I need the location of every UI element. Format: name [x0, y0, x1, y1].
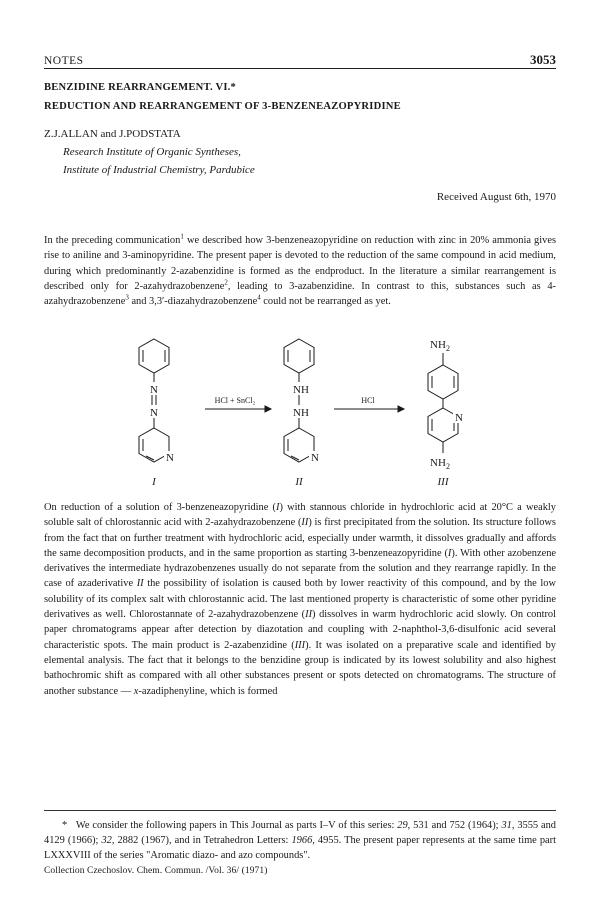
footnote: * We consider the following papers in This Journal as parts I–V of this series: 29, 531 and 752 (1964); 31, 3555 and 4129 (1966); 32, 2882 (1967), and in Tetrahedron Letters: 1966, 4955. The present paper represents at the same time part LXXXVIII of the series "Aromatic diazo- and azo compounds". — [44, 820, 556, 861]
received-date: Received August 6th, 1970 — [436, 191, 556, 203]
reagent-1: HCl + SnCl₂ — [214, 396, 256, 405]
compound-label-I: I — [152, 476, 156, 488]
atom-N-I-b: N — [150, 407, 158, 419]
paper-title-line2: REDUCTION AND REARRANGEMENT OF 3-BENZENEAZOPYRIDINE — [44, 101, 401, 112]
running-head — [44, 52, 556, 68]
page-number: 3053 — [530, 52, 556, 67]
atom-N-I-a: N — [150, 384, 158, 396]
section-name: NOTES — [44, 55, 84, 67]
affiliation-2: Institute of Industrial Chemistry, Pardubice — [63, 164, 255, 176]
atom-N-I-ring: N — [166, 452, 174, 464]
authors: Z.J.ALLAN and J.PODSTATA — [44, 128, 181, 140]
atom-N-III-ring: N — [455, 412, 463, 424]
reaction-scheme — [0, 335, 600, 497]
paragraph-main: On reduction of a solution of 3-benzeneazopyridine (I) with stannous chloride in hydrochloric acid at 20°C a weakly soluble salt of chlorostannic acid with 2-azahydrazobenzene (II) is first precipitated from the solution. Its structure follows from the fact that on further treatment with hydrochloric acid, especially under warmth, it dissolves gradually and affords the same decomposition products, and in the same proportion as starting 3-benzeneazopyridine (I). With other azobenzene derivatives the intermediate hydrazobenzenes usually do not separate from the solution and they rearrange rapidly. In the case of azaderivative II the possibility of isolation is caused both by lower reactivity of this compound, and by the low solubility of its complex salt with chlorostannic acid. The last mentioned property is characteristic of some other pyridine derivatives as well. Chlorostannate of 2-azahydrazobenzene (II) dissolves in warm hydrochloric acid slowly. On control paper chromatograms appear after detection by diazotation and coupling with 2-naphthol-3,6-disulfonic acid several characteristic spots. The main product is 2-azabenzidine (III). It was isolated on a preparative scale and identified by elemental analysis. The fact that it belongs to the benzidine group is indicated by its lowest solubility and also highest bathochromic shift as compared with all other substances present or spots detected on chromatograms. The structure of another substance — x-azadiphenyline, which is formed — [44, 502, 557, 697]
header-rule — [44, 68, 556, 69]
reagent-2: HCl — [361, 396, 375, 405]
atom-NH-II-b: NH — [293, 407, 309, 419]
atom-N-II-ring: N — [311, 452, 319, 464]
atom-NH2-III-top: $NH_2$ — [430, 339, 450, 353]
paper-title-line1: BENZIDINE REARRANGEMENT. VI.* — [44, 82, 237, 93]
atom-NH-II-a: NH — [293, 384, 309, 396]
footnote-rule — [44, 810, 556, 811]
affiliation-1: Research Institute of Organic Syntheses, — [63, 146, 241, 158]
compound-label-II: II — [295, 476, 303, 488]
journal-footer: Collection Czechoslov. Chem. Commun. /Vol. 36/ (1971) — [44, 866, 268, 876]
compound-label-III: III — [437, 476, 449, 488]
atom-NH2-III-bottom: $NH_2$ — [430, 457, 450, 471]
paragraph-intro: In the preceding communication$^1$ we described how 3-benzeneazopyridine on reduction with zinc in 20% ammonia gives rise to aniline and 3-aminopyridine. The present paper is devoted to the reduction of the same compound in acid medium, during which predominantly 2-azabenzidine is formed as the endproduct. In the literature a similar rearrangement is described only for 2-azahydrazobenzene$^2$, leading to 3-azabenzidine. In contrast to this, substances such as 4-azahydrazobenzene$^3$ and 3,3′-diazahydrazobenzene$^4$ could not be rearranged as yet. — [44, 232, 556, 308]
